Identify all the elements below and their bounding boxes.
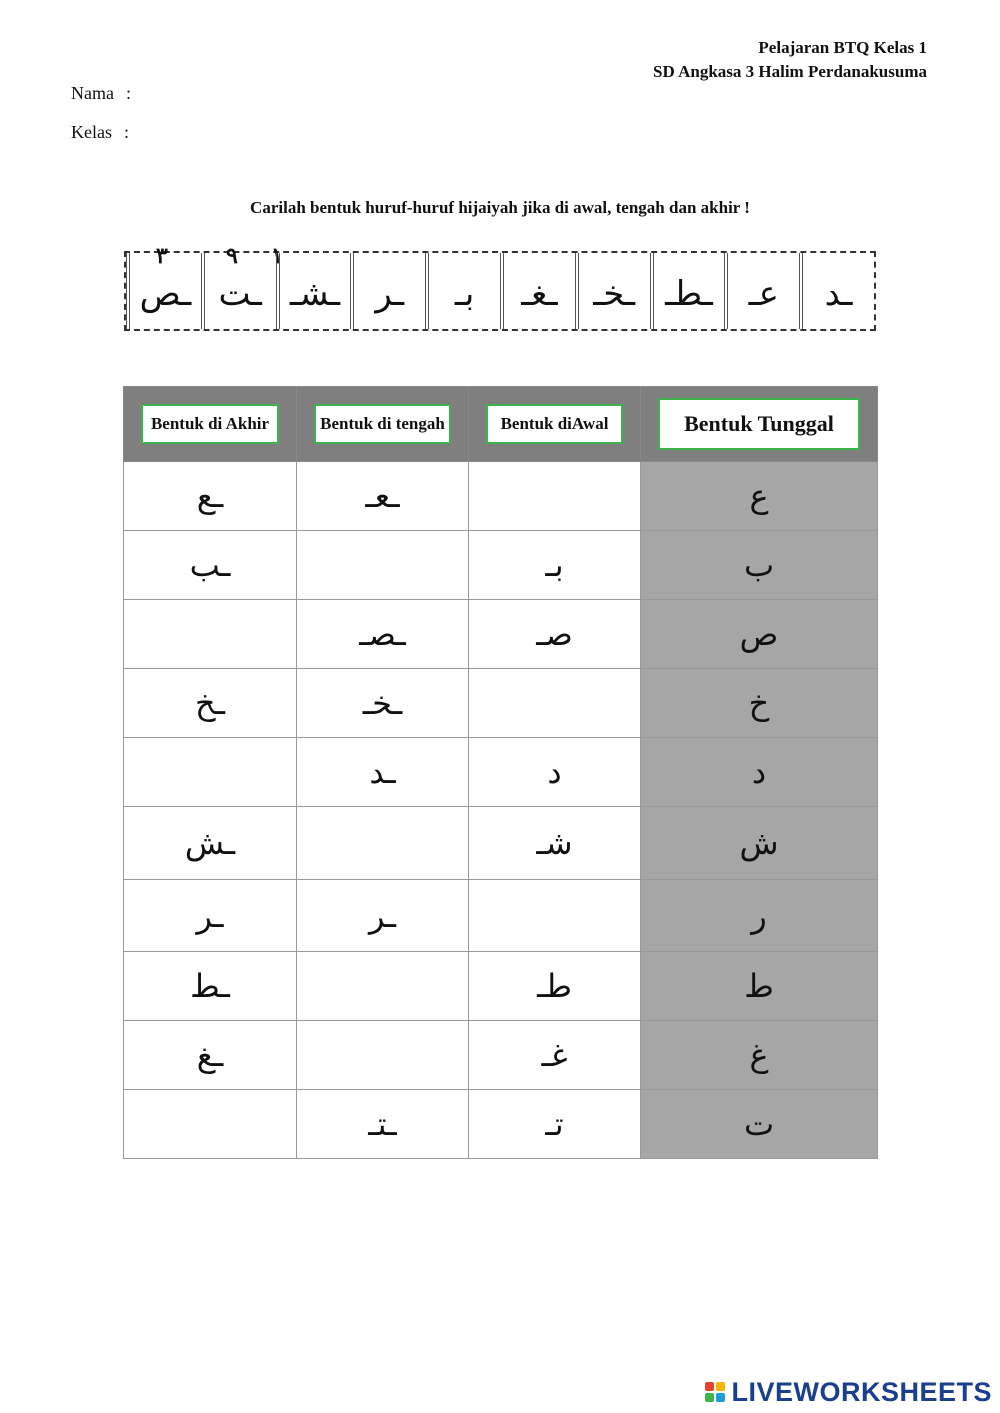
cell-akhir[interactable]: ـط [124, 952, 297, 1021]
cell-awal[interactable]: صـ [469, 600, 641, 669]
strip-letter[interactable]: ـص [126, 253, 201, 329]
cell-tunggal: ص [641, 600, 878, 669]
table-row [124, 952, 878, 1021]
strip-letter[interactable]: عـ [724, 253, 799, 329]
cell-akhir[interactable] [124, 1090, 297, 1159]
logo-square [705, 1393, 714, 1402]
cell-akhir[interactable] [124, 600, 297, 669]
cell-tunggal: ر [641, 880, 878, 952]
cell-tengah[interactable]: ـصـ [297, 600, 469, 669]
cell-tunggal: ت [641, 1090, 878, 1159]
cell-tunggal: خ [641, 669, 878, 738]
cell-tengah[interactable]: ـتـ [297, 1090, 469, 1159]
strip-letter[interactable]: ـت [201, 253, 276, 329]
kelas-label: Kelas [71, 122, 112, 142]
nama-label: Nama [71, 83, 114, 103]
cell-tunggal: ط [641, 952, 878, 1021]
strip-letter[interactable]: ـر [350, 253, 425, 329]
header-subject: Pelajaran BTQ Kelas 1 [758, 38, 927, 57]
cell-awal[interactable] [469, 880, 641, 952]
cell-akhir[interactable]: ـب [124, 531, 297, 600]
logo-text: LIVEWORKSHEETS [731, 1376, 992, 1407]
cell-akhir[interactable]: ـر [124, 880, 297, 952]
header-tengah-label: Bentuk di tengah [314, 404, 451, 444]
logo-square [716, 1393, 725, 1402]
table-row [124, 1090, 878, 1159]
strip-letter[interactable]: ـطـ [650, 253, 725, 329]
cell-akhir[interactable]: ـخ [124, 669, 297, 738]
cell-awal[interactable]: بـ [469, 531, 641, 600]
strip-ornament: ٩ [226, 243, 238, 268]
cell-tunggal: ب [641, 531, 878, 600]
letter-strip [124, 243, 876, 331]
table-row [124, 1021, 878, 1090]
cell-tengah[interactable] [297, 807, 469, 880]
cell-akhir[interactable]: ـش [124, 807, 297, 880]
table-header-row [124, 387, 878, 462]
cell-tengah[interactable] [297, 1021, 469, 1090]
header-tunggal [641, 387, 878, 462]
cell-awal[interactable]: تـ [469, 1090, 641, 1159]
table-row [124, 807, 878, 880]
cell-awal[interactable]: شـ [469, 807, 641, 880]
strip-letter[interactable]: ـشـ [276, 253, 351, 329]
logo-square [716, 1382, 725, 1391]
logo-icon [705, 1382, 725, 1402]
table-row [124, 880, 878, 952]
table-row [124, 462, 878, 531]
cell-awal[interactable]: طـ [469, 952, 641, 1021]
strip-letter[interactable]: ـخـ [575, 253, 650, 329]
strip-ornament: ٣ [156, 243, 168, 268]
header-awal [469, 387, 641, 462]
strip-ornament: ١ [271, 243, 283, 268]
nama-colon: : [125, 83, 131, 103]
header-awal-label: Bentuk diAwal [486, 404, 623, 444]
strip-letter[interactable]: بـ [425, 253, 500, 329]
nama-field [71, 83, 131, 104]
table-row [124, 600, 878, 669]
cell-tunggal: غ [641, 1021, 878, 1090]
cell-tunggal: ع [641, 462, 878, 531]
cell-tengah[interactable] [297, 952, 469, 1021]
instruction-text: Carilah bentuk huruf-huruf hijaiyah jika di awal, tengah dan akhir ! [250, 198, 750, 217]
strip-letter[interactable]: ـغـ [500, 253, 575, 329]
cell-tengah[interactable]: ـعـ [297, 462, 469, 531]
cell-akhir[interactable]: ـغ [124, 1021, 297, 1090]
kelas-field [71, 122, 129, 143]
header-tengah [297, 387, 469, 462]
header-akhir-label: Bentuk di Akhir [141, 404, 279, 444]
header-tunggal-label: Bentuk Tunggal [658, 398, 861, 450]
cell-tunggal: د [641, 738, 878, 807]
table-row [124, 669, 878, 738]
strip-letter[interactable]: ـد [799, 253, 874, 329]
table-row [124, 531, 878, 600]
worksheet-header [653, 36, 927, 84]
cell-tunggal: ش [641, 807, 878, 880]
letter-forms-table [123, 386, 878, 1159]
cell-awal[interactable]: غـ [469, 1021, 641, 1090]
cell-akhir[interactable] [124, 738, 297, 807]
kelas-colon: : [123, 122, 129, 142]
table-row [124, 738, 878, 807]
cell-tengah[interactable]: ـر [297, 880, 469, 952]
header-school: SD Angkasa 3 Halim Perdanakusuma [653, 62, 927, 81]
cell-awal[interactable]: د [469, 738, 641, 807]
liveworksheets-logo [705, 1375, 992, 1409]
cell-tengah[interactable]: ـد [297, 738, 469, 807]
cell-awal[interactable] [469, 669, 641, 738]
cell-tengah[interactable]: ـخـ [297, 669, 469, 738]
header-akhir [124, 387, 297, 462]
cell-akhir[interactable]: ـع [124, 462, 297, 531]
logo-square [705, 1382, 714, 1391]
cell-awal[interactable] [469, 462, 641, 531]
cell-tengah[interactable] [297, 531, 469, 600]
